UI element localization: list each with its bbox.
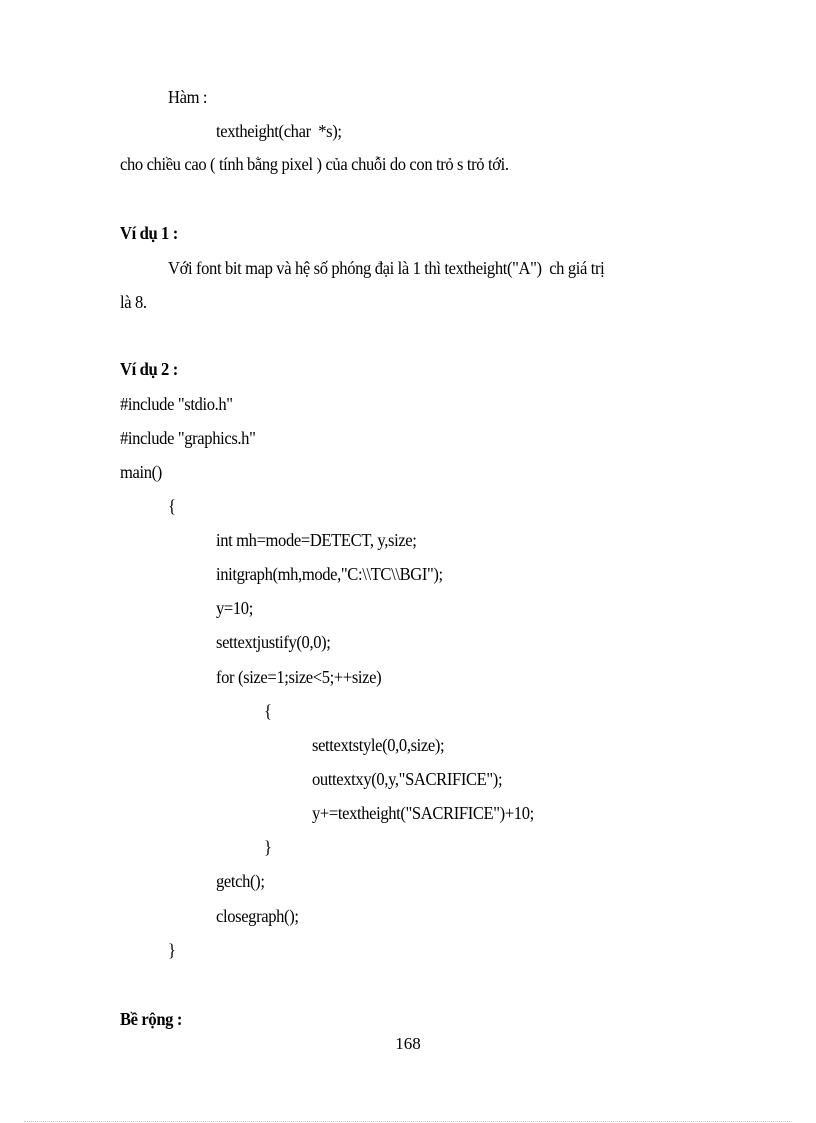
code-line: main() [120,462,162,482]
code-line: { [264,701,272,721]
example-1-text-continued: là 8. [120,292,147,312]
width-heading: Bề rộng : [120,1009,182,1029]
code-line: } [168,940,176,960]
code-line: #include "graphics.h" [120,428,256,448]
function-description: cho chiều cao ( tính bằng pixel ) của chuỗi do con trỏ s trỏ tới. [120,154,509,174]
code-line: outtextxy(0,y,"SACRIFICE"); [312,769,503,789]
code-line: y=10; [216,598,253,618]
page-bottom-divider [24,1121,792,1122]
code-line: int mh=mode=DETECT, y,size; [216,530,417,550]
code-line: settextjustify(0,0); [216,632,331,652]
function-signature: textheight(char *s); [216,121,342,141]
page-number: 168 [395,1034,421,1053]
code-line: for (size=1;size<5;++size) [216,667,382,687]
function-label: Hàm : [168,87,208,107]
code-line: { [168,496,176,516]
example-2-heading: Ví dụ 2 : [120,359,178,379]
example-1-text: Với font bit map và hệ số phóng đại là 1 thì textheight("A") ch giá trị [168,258,605,278]
code-line: } [264,837,272,857]
code-line: getch(); [216,871,265,891]
code-line: initgraph(mh,mode,"C:\\TC\\BGI"); [216,564,443,584]
example-1-heading: Ví dụ 1 : [120,223,178,243]
code-line: y+=textheight("SACRIFICE")+10; [312,803,534,823]
code-line: closegraph(); [216,906,299,926]
code-line: #include "stdio.h" [120,394,233,414]
code-line: settextstyle(0,0,size); [312,735,445,755]
